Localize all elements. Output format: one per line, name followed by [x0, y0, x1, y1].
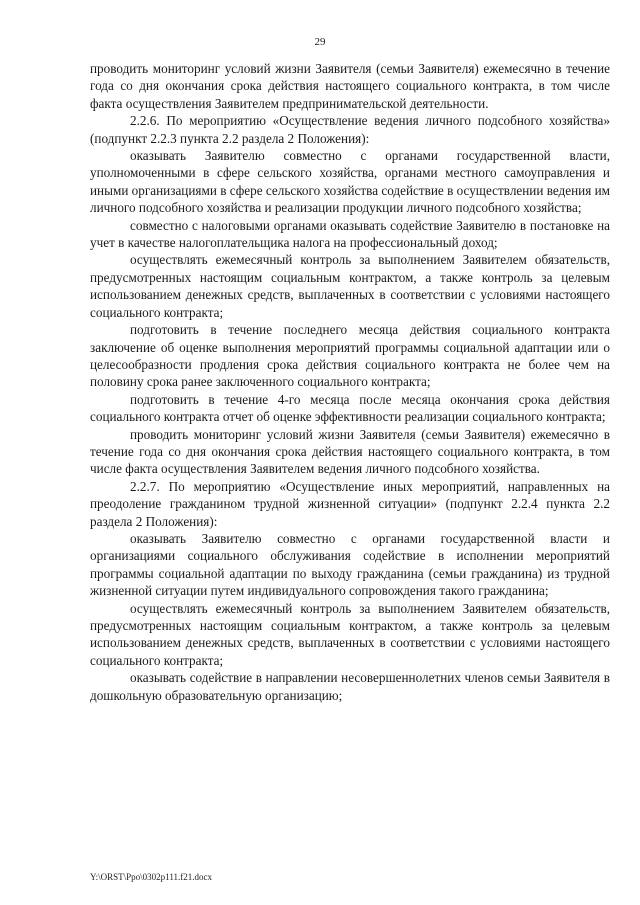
paragraph-monthly-control: осуществлять ежемесячный контроль за выполнением Заявителем обязательств, предусмотренных настоящим социальным контрактом, а также контроль за целевым использованием денежных средств, выплаченных в соответствии с условиями настоящего социального контракта;: [90, 252, 610, 320]
section-2-2-6-heading: 2.2.6. По мероприятию «Осуществление ведения личного подсобного хозяйства» (подпункт 2.2.3 пункта 2.2 раздела 2 Положения):: [90, 113, 610, 146]
paragraph-conclusion-assessment: подготовить в течение последнего месяца действия социального контракта заключение об оценке выполнения мероприятий программы социальной адаптации или о целесообразности продления срока действия социального контракта не более чем на половину срока ранее заключенного социального контракта;: [90, 322, 610, 390]
document-body: [90, 60, 610, 704]
paragraph-assist-farming: оказывать Заявителю совместно с органами государственной власти, уполномоченными в сфере сельского хозяйства, органами местного самоуправления и иными организациями в сфере сельского хозяйства содействие в осуществлении ведения им личного подсобного хозяйства и реализации продукции личного подсобного хозяйства;: [90, 148, 610, 216]
paragraph-assist-social-adaptation: оказывать Заявителю совместно с органами государственной власти и организациями социального обслуживания содействие в исполнении мероприятий программы социальной адаптации по выходу гражданина (семьи гражданина) из трудной жизненной ситуации путем индивидуального сопровождения такого гражданина;: [90, 530, 610, 599]
paragraph-monitoring-farming: проводить мониторинг условий жизни Заявителя (семьи Заявителя) ежемесячно в течение года со дня окончания срока действия настоящего социального контракта, в том числе факта осуществления Заявителем ведения личного подсобного хозяйства.: [90, 426, 610, 477]
paragraph-efficiency-report: подготовить в течение 4-го месяца после месяца окончания срока действия социального контракта отчет об оценке эффективности реализации социального контракта;: [90, 391, 610, 425]
page-number: 29: [314, 36, 326, 48]
paragraph-preschool-assistance: оказывать содействие в направлении несовершеннолетних членов семьи Заявителя в дошкольную образовательную организацию;: [90, 670, 610, 703]
paragraph-monitoring-entrepreneurship: проводить мониторинг условий жизни Заявителя (семьи Заявителя) ежемесячно в течение года со дня окончания срока действия настоящего социального контракта, в том числе факта осуществления Заявителем предпринимательской деятельности.: [90, 61, 610, 111]
file-path-footer: Y:\ORST\Ppo\0302p111.f21.docx: [90, 872, 213, 882]
paragraph-tax-registration: совместно с налоговыми органами оказывать содействие Заявителю в постановке на учет в качестве налогоплательщика налога на профессиональный доход;: [90, 217, 610, 251]
section-2-2-7-heading: 2.2.7. По мероприятию «Осуществление иных мероприятий, направленных на преодоление гражданином трудной жизненной ситуации» (подпункт 2.2.4 пункта 2.2 раздела 2 Положения):: [90, 478, 610, 529]
paragraph-monthly-control-2: осуществлять ежемесячный контроль за выполнением Заявителем обязательств, предусмотренных настоящим социальным контрактом, а также контроль за целевым использованием денежных средств, выплаченных в соответствии с условиями настоящего социального контракта;: [90, 600, 610, 668]
